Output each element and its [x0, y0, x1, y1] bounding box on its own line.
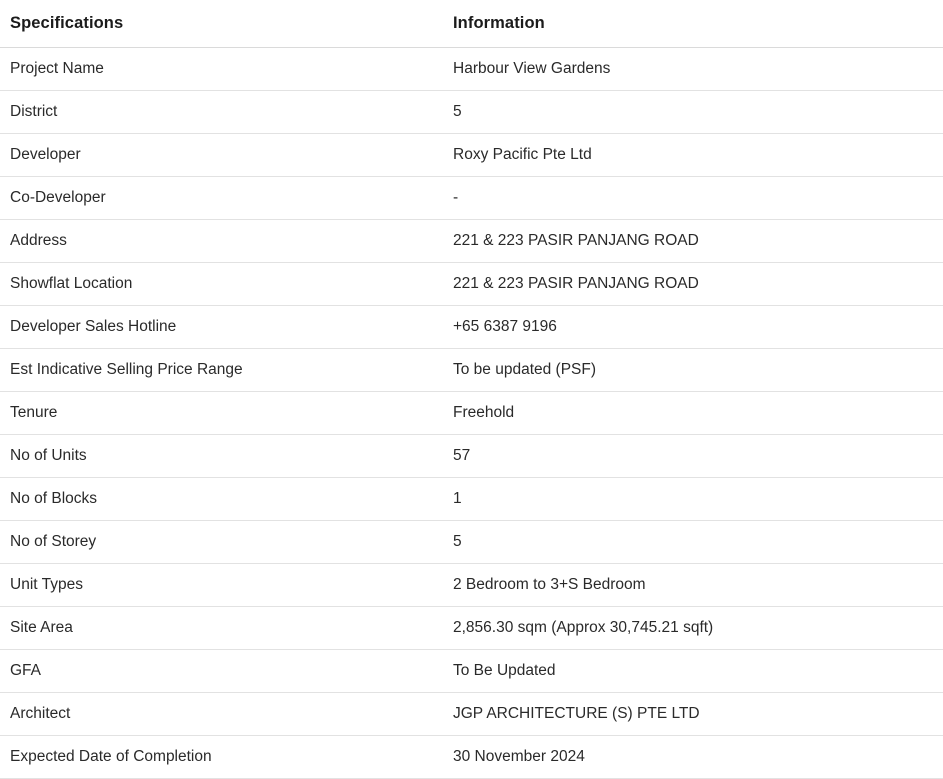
- row-value: 2 Bedroom to 3+S Bedroom: [443, 564, 943, 607]
- row-value: Freehold: [443, 392, 943, 435]
- row-label: Project Name: [0, 48, 443, 91]
- row-label: Showflat Location: [0, 263, 443, 306]
- row-label: Tenure: [0, 392, 443, 435]
- row-value: +65 6387 9196: [443, 306, 943, 349]
- table-row: [0, 306, 943, 349]
- column-header-information: Information: [443, 0, 943, 48]
- row-value: To Be Updated: [443, 650, 943, 693]
- table-row: [0, 693, 943, 736]
- table-row: [0, 478, 943, 521]
- table-row: [0, 91, 943, 134]
- table-row: [0, 435, 943, 478]
- row-label: No of Storey: [0, 521, 443, 564]
- row-value: Harbour View Gardens: [443, 48, 943, 91]
- row-value: 2,856.30 sqm (Approx 30,745.21 sqft): [443, 607, 943, 650]
- row-label: No of Units: [0, 435, 443, 478]
- row-value: 57: [443, 435, 943, 478]
- row-label: Address: [0, 220, 443, 263]
- table-row: [0, 607, 943, 650]
- row-label: Expected Date of Completion: [0, 736, 443, 779]
- table-row: [0, 564, 943, 607]
- column-header-specifications: Specifications: [0, 0, 443, 48]
- row-value: 30 November 2024: [443, 736, 943, 779]
- table-row: [0, 134, 943, 177]
- table-row: [0, 349, 943, 392]
- table-row: [0, 650, 943, 693]
- row-value: 5: [443, 521, 943, 564]
- table-row: [0, 263, 943, 306]
- row-value: To be updated (PSF): [443, 349, 943, 392]
- table-row: [0, 220, 943, 263]
- row-value: Roxy Pacific Pte Ltd: [443, 134, 943, 177]
- table-body: [0, 48, 943, 779]
- row-value: JGP ARCHITECTURE (S) PTE LTD: [443, 693, 943, 736]
- table-header: [0, 0, 943, 48]
- table-row: [0, 392, 943, 435]
- table-header-row: [0, 0, 943, 48]
- row-value: 1: [443, 478, 943, 521]
- row-label: Architect: [0, 693, 443, 736]
- row-label: Developer Sales Hotline: [0, 306, 443, 349]
- table-row: [0, 736, 943, 779]
- row-label: Developer: [0, 134, 443, 177]
- row-label: GFA: [0, 650, 443, 693]
- row-label: Co-Developer: [0, 177, 443, 220]
- row-value: -: [443, 177, 943, 220]
- row-label: Site Area: [0, 607, 443, 650]
- table-row: [0, 177, 943, 220]
- row-value: 5: [443, 91, 943, 134]
- row-value: 221 & 223 PASIR PANJANG ROAD: [443, 263, 943, 306]
- row-label: No of Blocks: [0, 478, 443, 521]
- table-row: [0, 521, 943, 564]
- table-row: [0, 48, 943, 91]
- row-label: Est Indicative Selling Price Range: [0, 349, 443, 392]
- row-label: Unit Types: [0, 564, 443, 607]
- row-value: 221 & 223 PASIR PANJANG ROAD: [443, 220, 943, 263]
- row-label: District: [0, 91, 443, 134]
